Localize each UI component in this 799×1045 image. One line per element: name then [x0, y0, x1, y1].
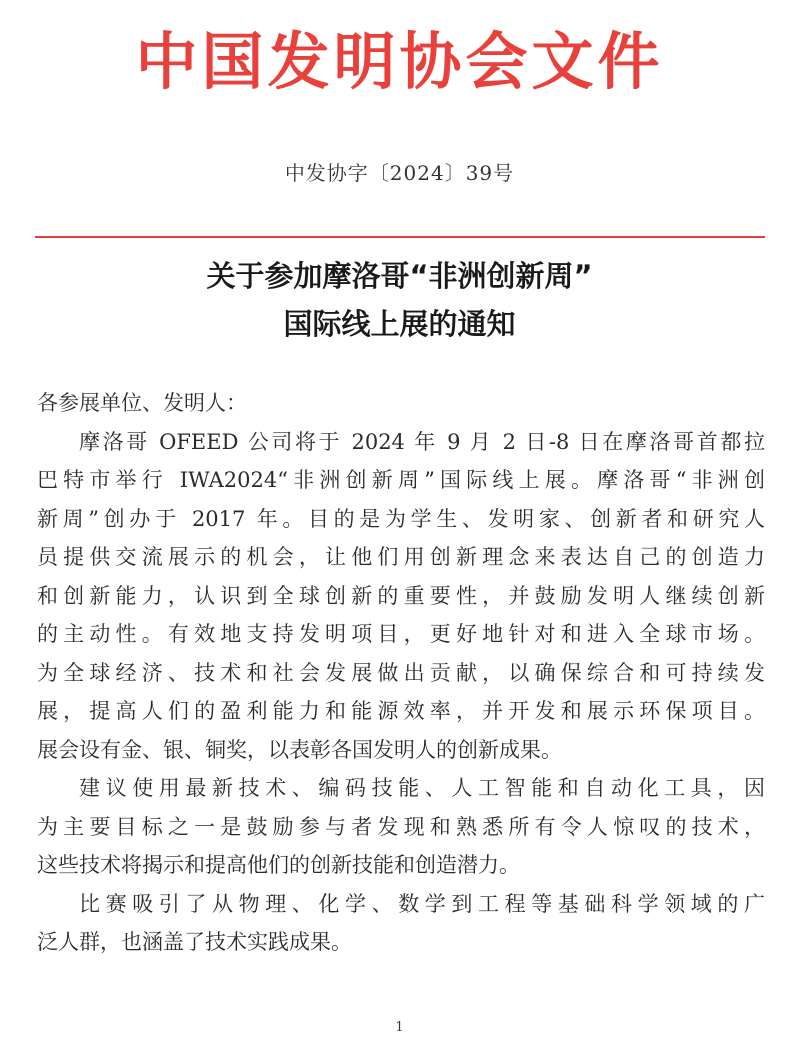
document-number: 中发协字〔2024〕39号 [284, 161, 515, 185]
notice-body [37, 384, 765, 962]
page-number: 1 [395, 1020, 404, 1035]
document-header-title: 中国发明协会文件 [135, 25, 664, 98]
salutation: 各参展单位、发明人： [37, 391, 247, 415]
paragraph-1-line-8: 展，提高人们的盈利能力和能源效率，并开发和展示环保项目。 [37, 699, 765, 723]
paragraph-1-line-9: 展会设有金、银、铜奖，以表彰各国发明人的创新成果。 [37, 737, 562, 762]
paragraph-2-line-3: 这些技术将揭示和提高他们的创新技能和创造潜力。 [37, 853, 520, 877]
paragraph-1-line-3: 新周”创办于 2017 年。目的是为学生、发明家、创新者和研究人 [37, 506, 765, 531]
paragraph-1-line-7: 为全球经济、技术和社会发展做出贡献，以确保综合和可持续发 [37, 660, 765, 685]
paragraph-1-line-5: 和创新能力，认识到全球创新的重要性，并鼓励发明人继续创新 [37, 583, 765, 608]
notice-title-line-2: 国际线上展的通知 [283, 307, 516, 341]
paragraph-2-line-1: 建议使用最新技术、编码技能、人工智能和自动化工具，因 [79, 776, 765, 800]
paragraph-2-line-2: 为主要目标之一是鼓励参与者发现和熟悉所有令人惊叹的技术， [37, 814, 765, 839]
paragraph-1-line-4: 员提供交流展示的机会，让他们用创新理念来表达自己的创造力 [37, 545, 765, 569]
paragraph-1-line-2: 巴特市举行 IWA2024“非洲创新周”国际线上展。摩洛哥“非洲创 [37, 468, 765, 492]
notice-title [0, 252, 799, 348]
header-divider [35, 236, 765, 238]
paragraph-1-line-6: 的主动性。有效地支持发明项目，更好地针对和进入全球市场。 [37, 622, 765, 646]
paragraph-3-line-1: 比赛吸引了从物理、化学、数学到工程等基础科学领域的广 [79, 891, 765, 916]
paragraph-3-line-2: 泛人群，也涵盖了技术实践成果。 [37, 930, 352, 954]
paragraph-1-line-1: 摩洛哥 OFEED 公司将于 2024 年 9 月 2 日-8 日在摩洛哥首都拉 [79, 429, 765, 454]
notice-title-line-1: 关于参加摩洛哥“非洲创新周” [206, 259, 593, 293]
